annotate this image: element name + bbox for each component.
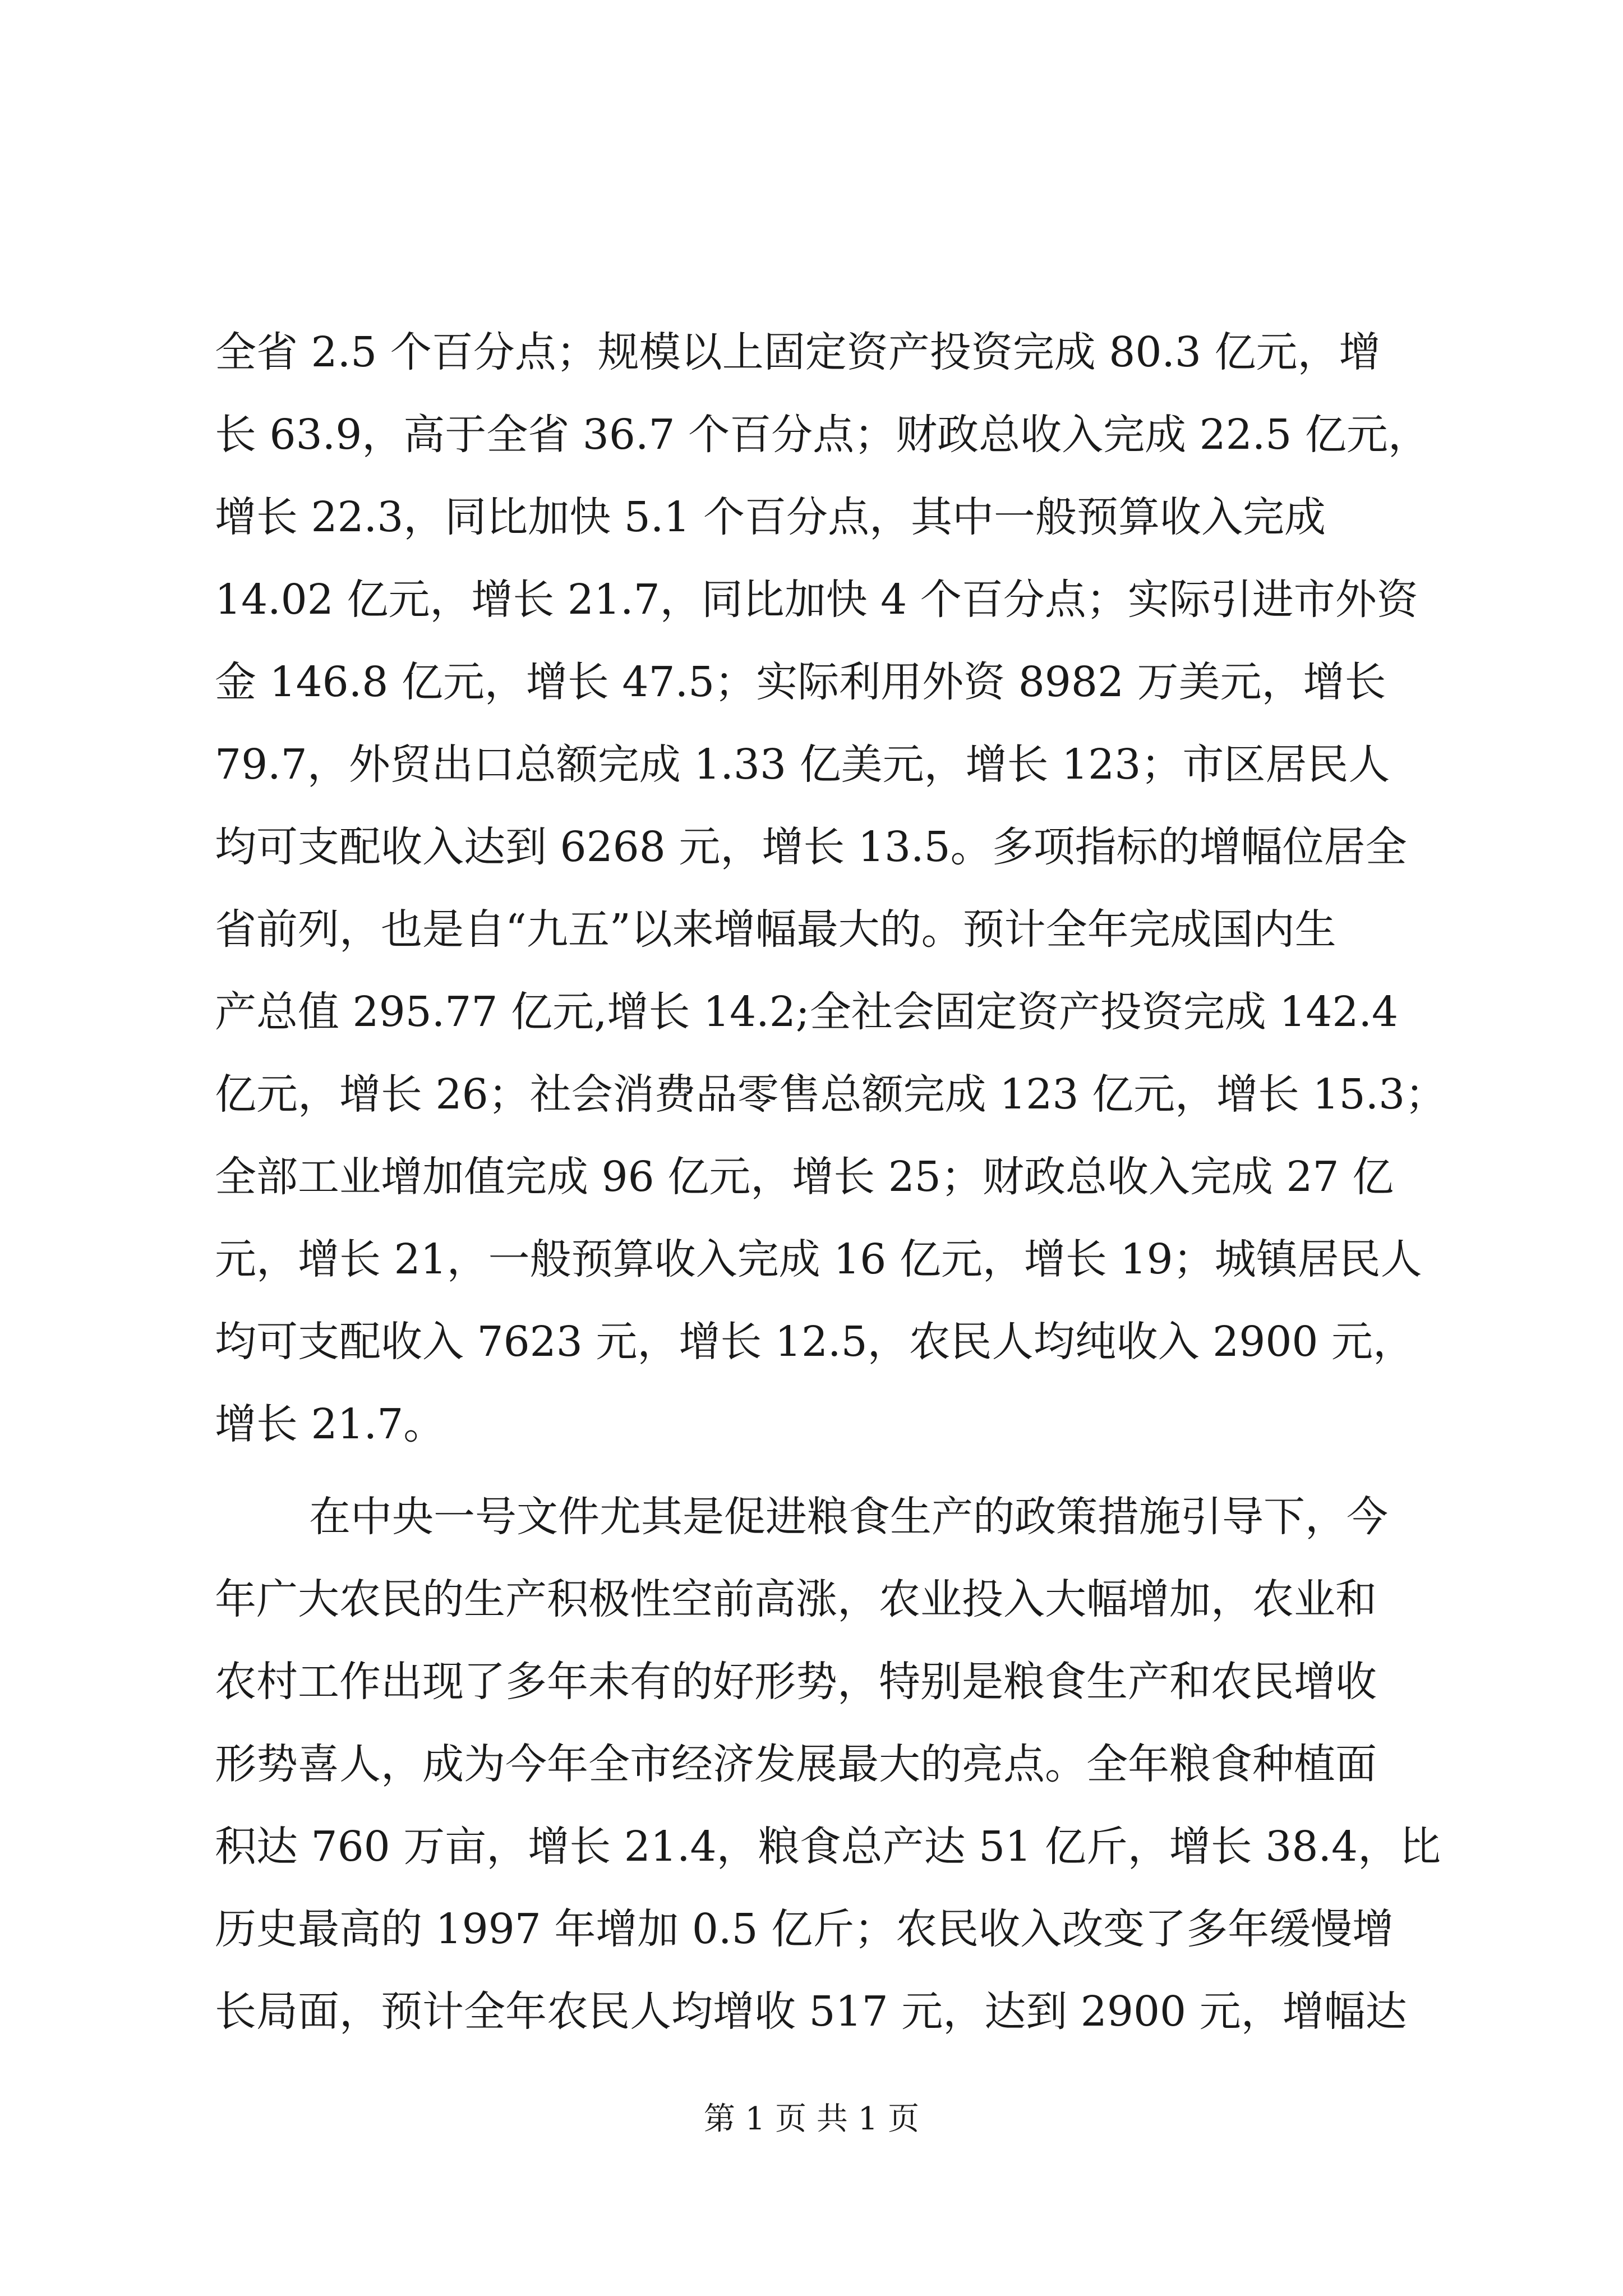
text-line: 增长 22.3，同比加快 5.1 个百分点，其中一般预算收入完成: [215, 493, 1326, 541]
text-line: 均可支配收入 7623 元，增长 12.5，农民人均纯收入 2900 元，: [215, 1318, 1415, 1366]
text-line: 金 146.8 亿元，增长 47.5；实际利用外资 8982 万美元，增长: [215, 658, 1386, 706]
text-line: 14.02 亿元，增长 21.7，同比加快 4 个百分点；实际引进市外资: [215, 576, 1418, 624]
paragraph-1: [215, 311, 1447, 1466]
paragraph-gap: [215, 1466, 1426, 1476]
page-number-label: 第 1 页 共 1 页: [703, 2101, 920, 2137]
text-line: 亿元，增长 26；社会消费品零售总额完成 123 亿元，增长 15.3；: [215, 1070, 1447, 1119]
text-line: 在中央一号文件尤其是促进粮食生产的政策措施引导下，今: [309, 1493, 1388, 1541]
text-line: 历史最高的 1997 年增加 0.5 亿斤；农民收入改变了多年缓慢增: [215, 1905, 1394, 1953]
text-line: 全部工业增加值完成 96 亿元，增长 25；财政总收入完成 27 亿: [215, 1153, 1394, 1201]
text-line: 均可支配收入达到 6268 元，增长 13.5。多项指标的增幅位居全: [215, 823, 1407, 871]
text-line: 增长 21.7。: [215, 1400, 445, 1448]
text-line: 年广大农民的生产积极性空前高涨，农业投入大幅增加，农业和: [215, 1575, 1377, 1623]
paragraph-2: [215, 1476, 1441, 2053]
body-text: [215, 311, 1447, 2053]
text-line: 形势喜人，成为今年全市经济发展最大的亮点。全年粮食种植面: [215, 1740, 1377, 1788]
text-line: 省前列，也是自“九五”以来增幅最大的。预计全年完成国内生: [215, 905, 1336, 954]
text-line: 长局面，预计全年农民人均增收 517 元，达到 2900 元，增幅达: [215, 1987, 1407, 2036]
text-line: 全省 2.5 个百分点；规模以上固定资产投资完成 80.3 亿元，增: [215, 328, 1381, 376]
text-line: 79.7，外贸出口总额完成 1.33 亿美元，增长 123；市区居民人: [215, 740, 1390, 789]
text-line: 元，增长 21，一般预算收入完成 16 亿元，增长 19；城镇居民人: [215, 1235, 1422, 1283]
text-line: 长 63.9，高于全省 36.7 个百分点；财政总收入完成 22.5 亿元，: [215, 411, 1430, 459]
text-line: 产总值 295.77 亿元,增长 14.2;全社会固定资产投资完成 142.4: [215, 988, 1399, 1036]
text-line: 积达 760 万亩，增长 21.4，粮食总产达 51 亿斤，增长 38.4，比: [215, 1823, 1441, 1871]
page-footer: [0, 2097, 1623, 2142]
text-line: 农村工作出现了多年未有的好形势，特别是粮食生产和农民增收: [215, 1658, 1377, 1706]
